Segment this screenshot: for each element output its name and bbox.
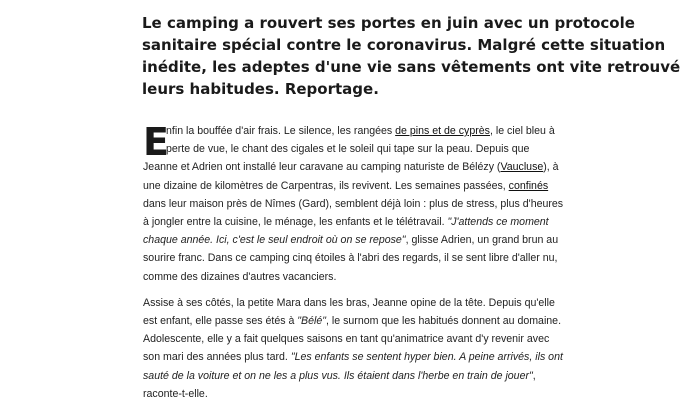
drop-cap: E bbox=[143, 120, 169, 164]
text-line bbox=[143, 231, 563, 249]
quote-segment: "Bélé" bbox=[297, 315, 327, 328]
text-line bbox=[143, 312, 563, 330]
text-segment: , le surnom que les habitués donnent au domaine. bbox=[326, 315, 562, 328]
text-line: comme des dizaines d'autres vacanciers. bbox=[143, 270, 337, 283]
text-line: raconte-t-elle. bbox=[143, 387, 208, 400]
text-line: sourire franc. Dans ce camping cinq étoiles à l'abri des regards, il se sent libre d'aller nu, bbox=[143, 252, 558, 265]
lede-line: leurs habitudes. Reportage. bbox=[142, 80, 379, 98]
text-line: Adolescente, elle y a fait quelques saisons en tant qu'animatrice avant d'y revenir avec bbox=[143, 333, 550, 346]
text-line bbox=[143, 213, 563, 231]
text-segment: à jongler entre la cuisine, le ménage, les enfants et le télétravail. bbox=[143, 216, 448, 229]
lede-line: inédite, les adeptes d'une vie sans vêtements ont vite retrouvé bbox=[142, 58, 681, 76]
text-line: perte de vue, le chant des cigales et le soleil qui tape sur la peau. Depuis que bbox=[166, 143, 530, 156]
text-segment: est enfant, elle passe ses étés à bbox=[143, 315, 298, 328]
text-segment: une dizaine de kilomètres de Carpentras, ils revivent. Les semaines passées, bbox=[143, 179, 509, 192]
paragraph-2 bbox=[143, 294, 563, 400]
text-line bbox=[143, 348, 563, 366]
text-line bbox=[143, 158, 563, 176]
text-line bbox=[143, 367, 563, 385]
article-lede bbox=[142, 12, 681, 100]
text-segment: , glisse Adrien, un grand brun au bbox=[405, 234, 559, 247]
text-segment: son mari des années plus tard. bbox=[143, 351, 291, 364]
quote-segment: chaque année. Ici, c'est le seul endroit où on se repose" bbox=[143, 234, 406, 247]
link-vaucluse[interactable]: Vaucluse bbox=[500, 161, 544, 174]
text-segment: Jeanne et Adrien ont installé leur caravane au camping naturiste de Bélézy ( bbox=[143, 161, 501, 174]
text-line: dans leur maison près de Nîmes (Gard), semblent déjà loin : plus de stress, plus d'heures bbox=[143, 197, 564, 210]
link-confines[interactable]: confinés bbox=[508, 179, 549, 192]
text-segment: ), à bbox=[543, 161, 559, 174]
text-segment: , bbox=[532, 369, 536, 382]
lede-line: Le camping a rouvert ses portes en juin avec un protocole bbox=[142, 14, 635, 32]
quote-segment: "J'attends ce moment bbox=[447, 216, 549, 229]
quote-segment: sauté de la voiture et on ne les a plus vus. Ils étaient dans l'herbe en train de jouer" bbox=[143, 369, 533, 382]
text-segment: nfin la bouffée d'air frais. Le silence, les rangées bbox=[166, 125, 396, 137]
text-segment: , le ciel bleu à bbox=[489, 125, 555, 137]
quote-segment: "Les enfants se sentent hyper bien. A peine arrivés, ils ont bbox=[290, 351, 563, 364]
article-body bbox=[143, 122, 563, 400]
link-pins-cypres[interactable]: de pins et de cyprès bbox=[395, 125, 490, 137]
lede-line: sanitaire spécial contre le coronavirus. Malgré cette situation bbox=[142, 36, 666, 54]
text-line bbox=[143, 177, 563, 195]
text-line: Assise à ses côtés, la petite Mara dans les bras, Jeanne opine de la tête. Depuis qu'elle bbox=[143, 296, 555, 309]
paragraph-1 bbox=[143, 122, 563, 286]
text-line bbox=[143, 122, 563, 140]
